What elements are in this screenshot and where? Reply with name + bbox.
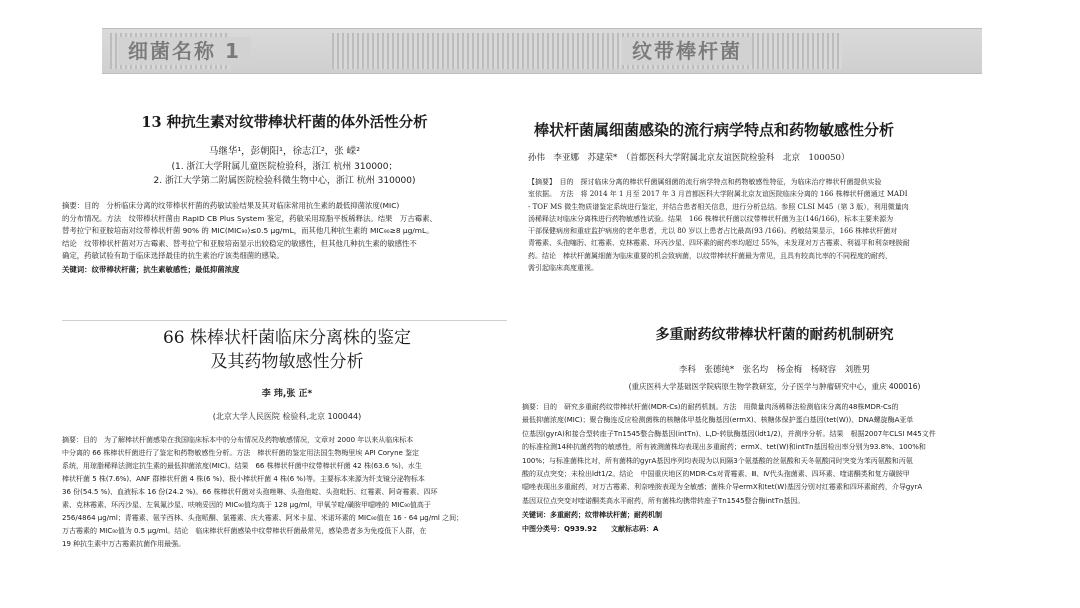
abstract-line: 19 种抗生素中万古霉素抗菌作用最强。 xyxy=(62,540,186,548)
article-1-affiliation: 2. 浙江大学第二附属医院检验科微生物中心，浙江 杭州 310000) xyxy=(153,176,416,186)
article-1-affiliation: (1. 浙江大学附属儿童医院检验科，浙江 杭州 310000； xyxy=(171,162,398,172)
abstract-line: 位基因(gyrA)和接合型转座子Tn1545整合酶基因(intTn)、L,D-转肽酶基因(ldt1/2)，并测序分析。结果 根据2007年CLSI M45文件 xyxy=(522,429,936,438)
article-3-authors: 李 玮,张 正* xyxy=(261,389,313,399)
abstract-line: 基因双位点突变对喹诺酮类高水平耐药，所有菌株均携带转座子Tn1545整合酶intTn基因。 xyxy=(522,496,805,505)
abstract-line: 中分离的 66 株棒状杆菌进行了鉴定和药物敏感性分析。方法 棒状杆菌的鉴定用法国生物梅里埃 API Coryne 鉴定 xyxy=(62,449,420,457)
abstract-line: 摘要：目的 研究多重耐药纹带棒状杆菌(MDR-Cs)的耐药机制。方法 用微量肉汤稀释法检测临床分离的48株MDR-Cs的 xyxy=(522,403,899,411)
abstract-line: 的分布情况。方法 纹带棒状杆菌由 RapID CB Plus System 鉴定，药敏采用琼脂平板稀释法。结果 万古霉素、 xyxy=(62,213,437,223)
article-1-authors: 马继华¹，彭朝阳¹，徐志江²，张 嵘² xyxy=(208,146,361,157)
abstract-line: - TOF MS 微生物质谱鉴定系统进行鉴定，并结合患者相关信息，进行分析总结。参照 CLSI M45（第 3 版），利用微量肉 xyxy=(528,202,909,211)
article-4-title: 多重耐药纹带棒状杆菌的耐药机制研究 xyxy=(655,327,894,343)
article-3-affiliation: (北京大学人民医院 检验科,北京 100044) xyxy=(212,412,362,421)
abstract-line: 青霉素、头孢噻肟、红霉素、克林霉素、环丙沙星、四环素的耐药率均超过 55%，未发现对万古霉素、利福平和利奈唑胺耐 xyxy=(528,239,910,248)
abstract-line: 药。结论 棒状杆菌属细菌为临床重要的机会致病菌，以纹带棒状杆菌最为常见，且具有较高比率的不同程度的耐药， xyxy=(528,251,892,260)
article-4-keywords: 关键词：多重耐药；纹带棒状杆菌；耐药机制 xyxy=(522,511,662,520)
article-4-authors: 李科 张德纯* 张名均 杨金梅 杨晓容 刘胜男 xyxy=(678,365,871,375)
abstract-line: 100%；与标准菌株比对，所有菌株的gyrA基因序列均表现为以间隔3个氨基酸的丝氨酸和天冬氨酸同时突变为苯丙氨酸和丙氨 xyxy=(522,456,913,465)
abstract-line: 系统，用琼脂稀释法测定抗生素的最低抑菌浓度(MIC)。结果 66 株棒状杆菌中纹带棒状杆菌 42 株(63.6 %)、水生 xyxy=(62,462,422,470)
abstract-line: 万古霉素的 MIC₉₀值为 0.5 μg/ml。结论 临床棒状杆菌感染中纹带棒状杆菌最常见，感染患者多为免疫低下人群，在 xyxy=(62,527,427,535)
article-3-title: 及其药物敏感性分析 xyxy=(210,352,364,372)
abstract-line: 需引起临床高度重视。 xyxy=(528,264,598,273)
abstract-line: 酸的双点突变；未检出ldt1/2。结论 中国重庆地区的MDR-Cs对青霉素、Ⅲ、Ⅳ代头孢菌素、四环素、喹诺酮类和复方磺胺甲 xyxy=(522,470,910,479)
article-1-title: 13 种抗生素对纹带棒状杆菌的体外活性分析 xyxy=(141,114,428,131)
abstract-line: 256/4864 μg/ml；青霉素、氨苄西林、头孢哌酮、氯霉素、庆大霉素、阿米卡星、米诺环素的 MIC₉₀值在 16 - 64 μg/ml 之间； xyxy=(62,514,464,522)
article-3-abstract xyxy=(62,434,512,551)
abstract-line: 干部保健病房和重症监护病房的老年患者，尤以 80 岁以上患者占比最高(93 /166)。药敏结果显示，166 株棒状杆菌对 xyxy=(528,227,898,236)
abstract-line: 确定，药敏试验有助于临床选择最佳的抗生素治疗该类细菌的感染。 xyxy=(62,251,284,260)
abstract-line: 的标准检测14种抗菌药物的敏感性，所有被测菌株均表现出多重耐药；ermX、tet(W)和intTn基因检出率分别为93.8%、100%和 xyxy=(522,443,926,452)
abstract-line: 噁唑表现出多重耐药，对万古霉素、利奈唑胺表现为全敏感；菌株介导ermX和tet(W)基因分别对红霉素和四环素耐药，介导gyrA xyxy=(522,483,923,492)
abstract-line: 室依据。 方法 将 2014 年 1 月至 2017 年 3 月首都医科大学附属北京友谊医院临床分离的 166 株棒状杆菌通过 MADI xyxy=(528,190,908,199)
banner-label-right: 纹带棒杆菌 xyxy=(622,37,752,65)
abstract-line: 棒状杆菌 5 株(7.6%)、ANF 群棒状杆菌 4 株(6 %)、极小棒状杆菌 4 株(6 %)等。主要标本来源为纤支镜分泌物标本 xyxy=(62,475,425,483)
article-4-class-number: 中图分类号：Q939.92 文献标志码：A xyxy=(522,525,659,534)
abstract-line: 替考拉宁和亚胺培南对纹带棒状杆菌 90% 的 MIC(MIC₉₀)≤0.5 μg/mL，而其他几种抗生素的 MIC₉₀≥8 μg/mL。 xyxy=(62,226,434,235)
article-1-abstract xyxy=(62,200,507,277)
article-2-authors: 孙伟 李亚娜 苏建荣* （首都医科大学附属北京友谊医院检验科 北京 100050） xyxy=(528,153,850,163)
abstract-line: 最低抑菌浓度(MIC)；聚合酶连反应检测菌株的核糖体甲基化酶基因(ermX)、核糖体保护蛋白基因(tet(W))、DNA螺旋酶A亚单 xyxy=(522,416,914,425)
article-4-abstract xyxy=(522,401,1027,536)
abstract-line: 结论 纹带棒状杆菌对万古霉素、替考拉宁和亚胺培南显示出较稳定的敏感性，但其他几种抗生素的敏感性不 xyxy=(62,238,417,248)
abstract-line: 摘要：目的 分析临床分离的纹带棒状杆菌的药敏试验结果及其对临床常用抗生素的最低抑菌浓度(MIC) xyxy=(62,201,400,210)
article-4-affiliation: (重庆医科大学基础医学院病原生物学教研室，分子医学与肿瘤研究中心，重庆 400016) xyxy=(628,382,921,391)
abstract-line: 【摘要】 目的 探讨临床分离的棒状杆菌属细菌的流行病学特点和药物敏感性特征，为临床治疗棒状杆菌提供实验 xyxy=(528,178,882,186)
abstract-line: 汤稀释法对临床分离株进行药物敏感性试验。结果 166 株棒状杆菌以纹带棒状杆菌为主(146/166)，标本主要来源为 xyxy=(528,214,894,223)
abstract-line: 素、克林霉素、环丙沙星、左氧氟沙星、呋喃妥因的 MIC₉₀值均高于 128 μg/ml，甲氧苄啶/磺胺甲噁唑的 MIC₉₀值高于 xyxy=(62,501,431,509)
divider xyxy=(62,320,507,321)
article-2-title: 棒状杆菌属细菌感染的流行病学特点和药物敏感性分析 xyxy=(534,121,895,139)
banner-stripes-middle xyxy=(332,33,842,69)
article-2 xyxy=(528,118,1028,298)
header-banner xyxy=(102,28,982,74)
abstract-line: 摘要：目的 为了解棒状杆菌感染在我国临床标本中的分布情况及药物敏感情况，文章对 2000 年以来从临床标本 xyxy=(62,436,414,444)
article-2-abstract xyxy=(528,176,1028,274)
article-3-title: 66 株棒状杆菌临床分离株的鉴定 xyxy=(162,328,412,348)
article-1-keywords: 关键词：纹带棒状杆菌；抗生素敏感性；最低抑菌浓度 xyxy=(62,264,240,274)
banner-label-left: 细菌名称 1 xyxy=(118,37,251,65)
article-4 xyxy=(522,320,1027,598)
article-3 xyxy=(62,326,512,598)
article-1 xyxy=(62,112,507,312)
abstract-line: 36 份(54.5 %)、血液标本 16 份(24.2 %)。66 株棒状杆菌对头孢唑啉、头孢他啶、头孢吡肟、红霉素、阿奇霉素、四环 xyxy=(62,488,438,496)
